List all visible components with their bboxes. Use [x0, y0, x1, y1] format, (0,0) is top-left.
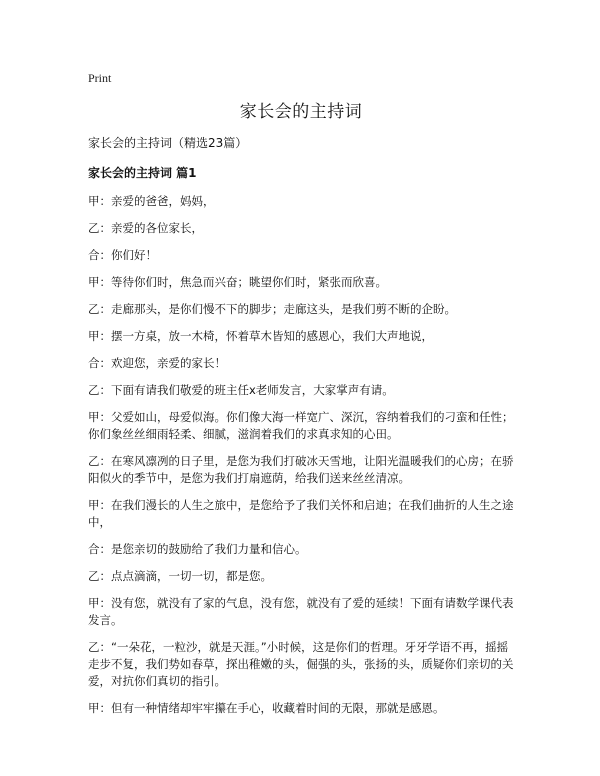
script-line: 甲：没有您，就没有了家的气息，没有您，就没有了爱的延续！下面有请数学课代表发言。: [88, 596, 514, 627]
script-line: 乙：在寒风凛冽的日子里，是您为我们打破冰天雪地，让阳光温暖我们的心房；在骄阳似火的季节中，是您为我们打扇遮荫，给我们送来丝丝清凉。: [88, 454, 514, 485]
section-heading: 家长会的主持词 篇1: [88, 166, 197, 180]
script-line: 甲：等待你们时，焦急而兴奋；眺望你们时，紧张而欣喜。: [88, 275, 387, 289]
script-body: [88, 193, 514, 717]
page-title: 家长会的主持词: [239, 102, 363, 122]
script-line: 乙：亲爱的各位家长，: [88, 221, 203, 235]
script-line: 乙：下面有请我们敬爱的班主任x老师发言，大家掌声有请。: [88, 383, 394, 397]
script-line: 乙：点点滴滴，一切一切，都是您。: [88, 569, 272, 583]
script-line: 合：你们好！: [88, 248, 157, 262]
script-line: 甲：摆一方桌，放一木椅，怀着草木皆知的感恩心，我们大声地说，: [88, 329, 433, 343]
script-line: 乙：走廊那头，是你们慢不下的脚步；走廊这头，是我们剪不断的企盼。: [88, 302, 456, 316]
script-line: 甲：在我们漫长的人生之旅中，是您给予了我们关怀和启迪；在我们曲折的人生之途中，: [88, 498, 514, 529]
script-line: 合：是您亲切的鼓励给了我们力量和信心。: [88, 542, 307, 556]
script-line: 甲：亲爱的爸爸，妈妈，: [88, 194, 215, 208]
script-line: 甲：父爱如山，母爱似海。你们像大海一样宽广、深沉，容纳着我们的刁蛮和任性；你们象丝丝细雨轻柔、细腻，滋润着我们的求真求知的心田。: [88, 410, 514, 441]
script-line: 乙：“一朵花，一粒沙，就是天涯。”小时候，这是你们的哲理。牙牙学语不再，摇摇走步不复，我们势如春草，探出稚嫩的头，倔强的头，张扬的头，质疑你们亲切的关爱，对抗你们真切的指引。: [88, 640, 514, 688]
script-line: 合：欢迎您，亲爱的家长！: [88, 356, 226, 370]
script-line: 甲：但有一种情绪却牢牢攥在手心，收藏着时间的无限，那就是感恩。: [88, 701, 445, 715]
document-subtitle: 家长会的主持词（精选23篇）: [88, 136, 248, 150]
print-label: Print: [88, 71, 112, 85]
